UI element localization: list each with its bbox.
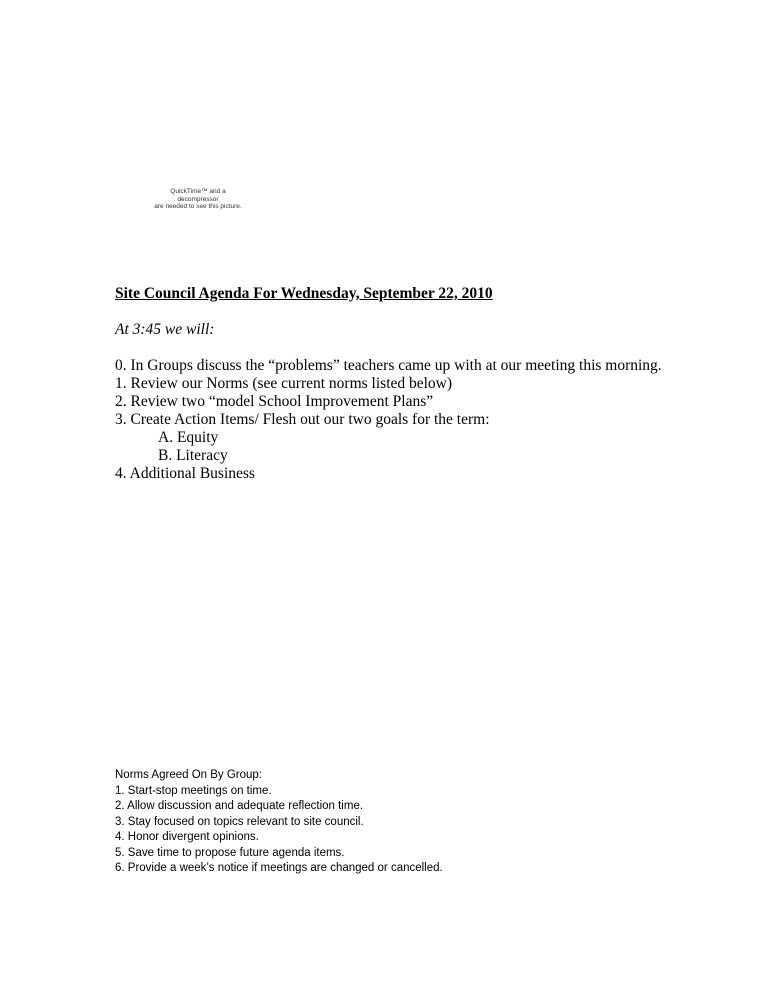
- agenda-list: [115, 357, 662, 483]
- agenda-item: 4. Additional Business: [115, 465, 255, 482]
- norms-heading: Norms Agreed On By Group:: [115, 769, 263, 781]
- agenda-item: 1. Review our Norms (see current norms listed below): [115, 375, 453, 392]
- placeholder-line: are needed to see this picture.: [154, 203, 242, 210]
- norm-item: 2. Allow discussion and adequate reflection time.: [115, 800, 364, 812]
- agenda-intro: At 3:45 we will:: [115, 321, 215, 338]
- norm-item: 1. Start-stop meetings on time.: [115, 784, 272, 797]
- agenda-item: 3. Create Action Items/ Flesh out our two goals for the term:: [115, 411, 490, 428]
- agenda-item: 0. In Groups discuss the “problems” teachers came up with at our meeting this morning.: [115, 357, 662, 374]
- quicktime-image-placeholder: [138, 188, 258, 211]
- agenda-subitem: B. Literacy: [158, 447, 228, 464]
- placeholder-line: QuickTime™ and a: [170, 188, 226, 195]
- norm-item: 3. Stay focused on topics relevant to site council.: [115, 815, 364, 828]
- agenda-title: Site Council Agenda For Wednesday, September 22, 2010: [115, 285, 493, 302]
- norms-section: [115, 768, 443, 877]
- placeholder-line: decompressor: [177, 195, 219, 203]
- agenda-subitem: A. Equity: [158, 429, 219, 446]
- norm-item: 6. Provide a week’s notice if meetings are changed or cancelled.: [115, 862, 443, 874]
- norm-item: 4. Honor divergent opinions.: [115, 831, 259, 843]
- norm-item: 5. Save time to propose future agenda items.: [115, 846, 345, 859]
- agenda-item: 2. Review two “model School Improvement Plans”: [115, 393, 434, 410]
